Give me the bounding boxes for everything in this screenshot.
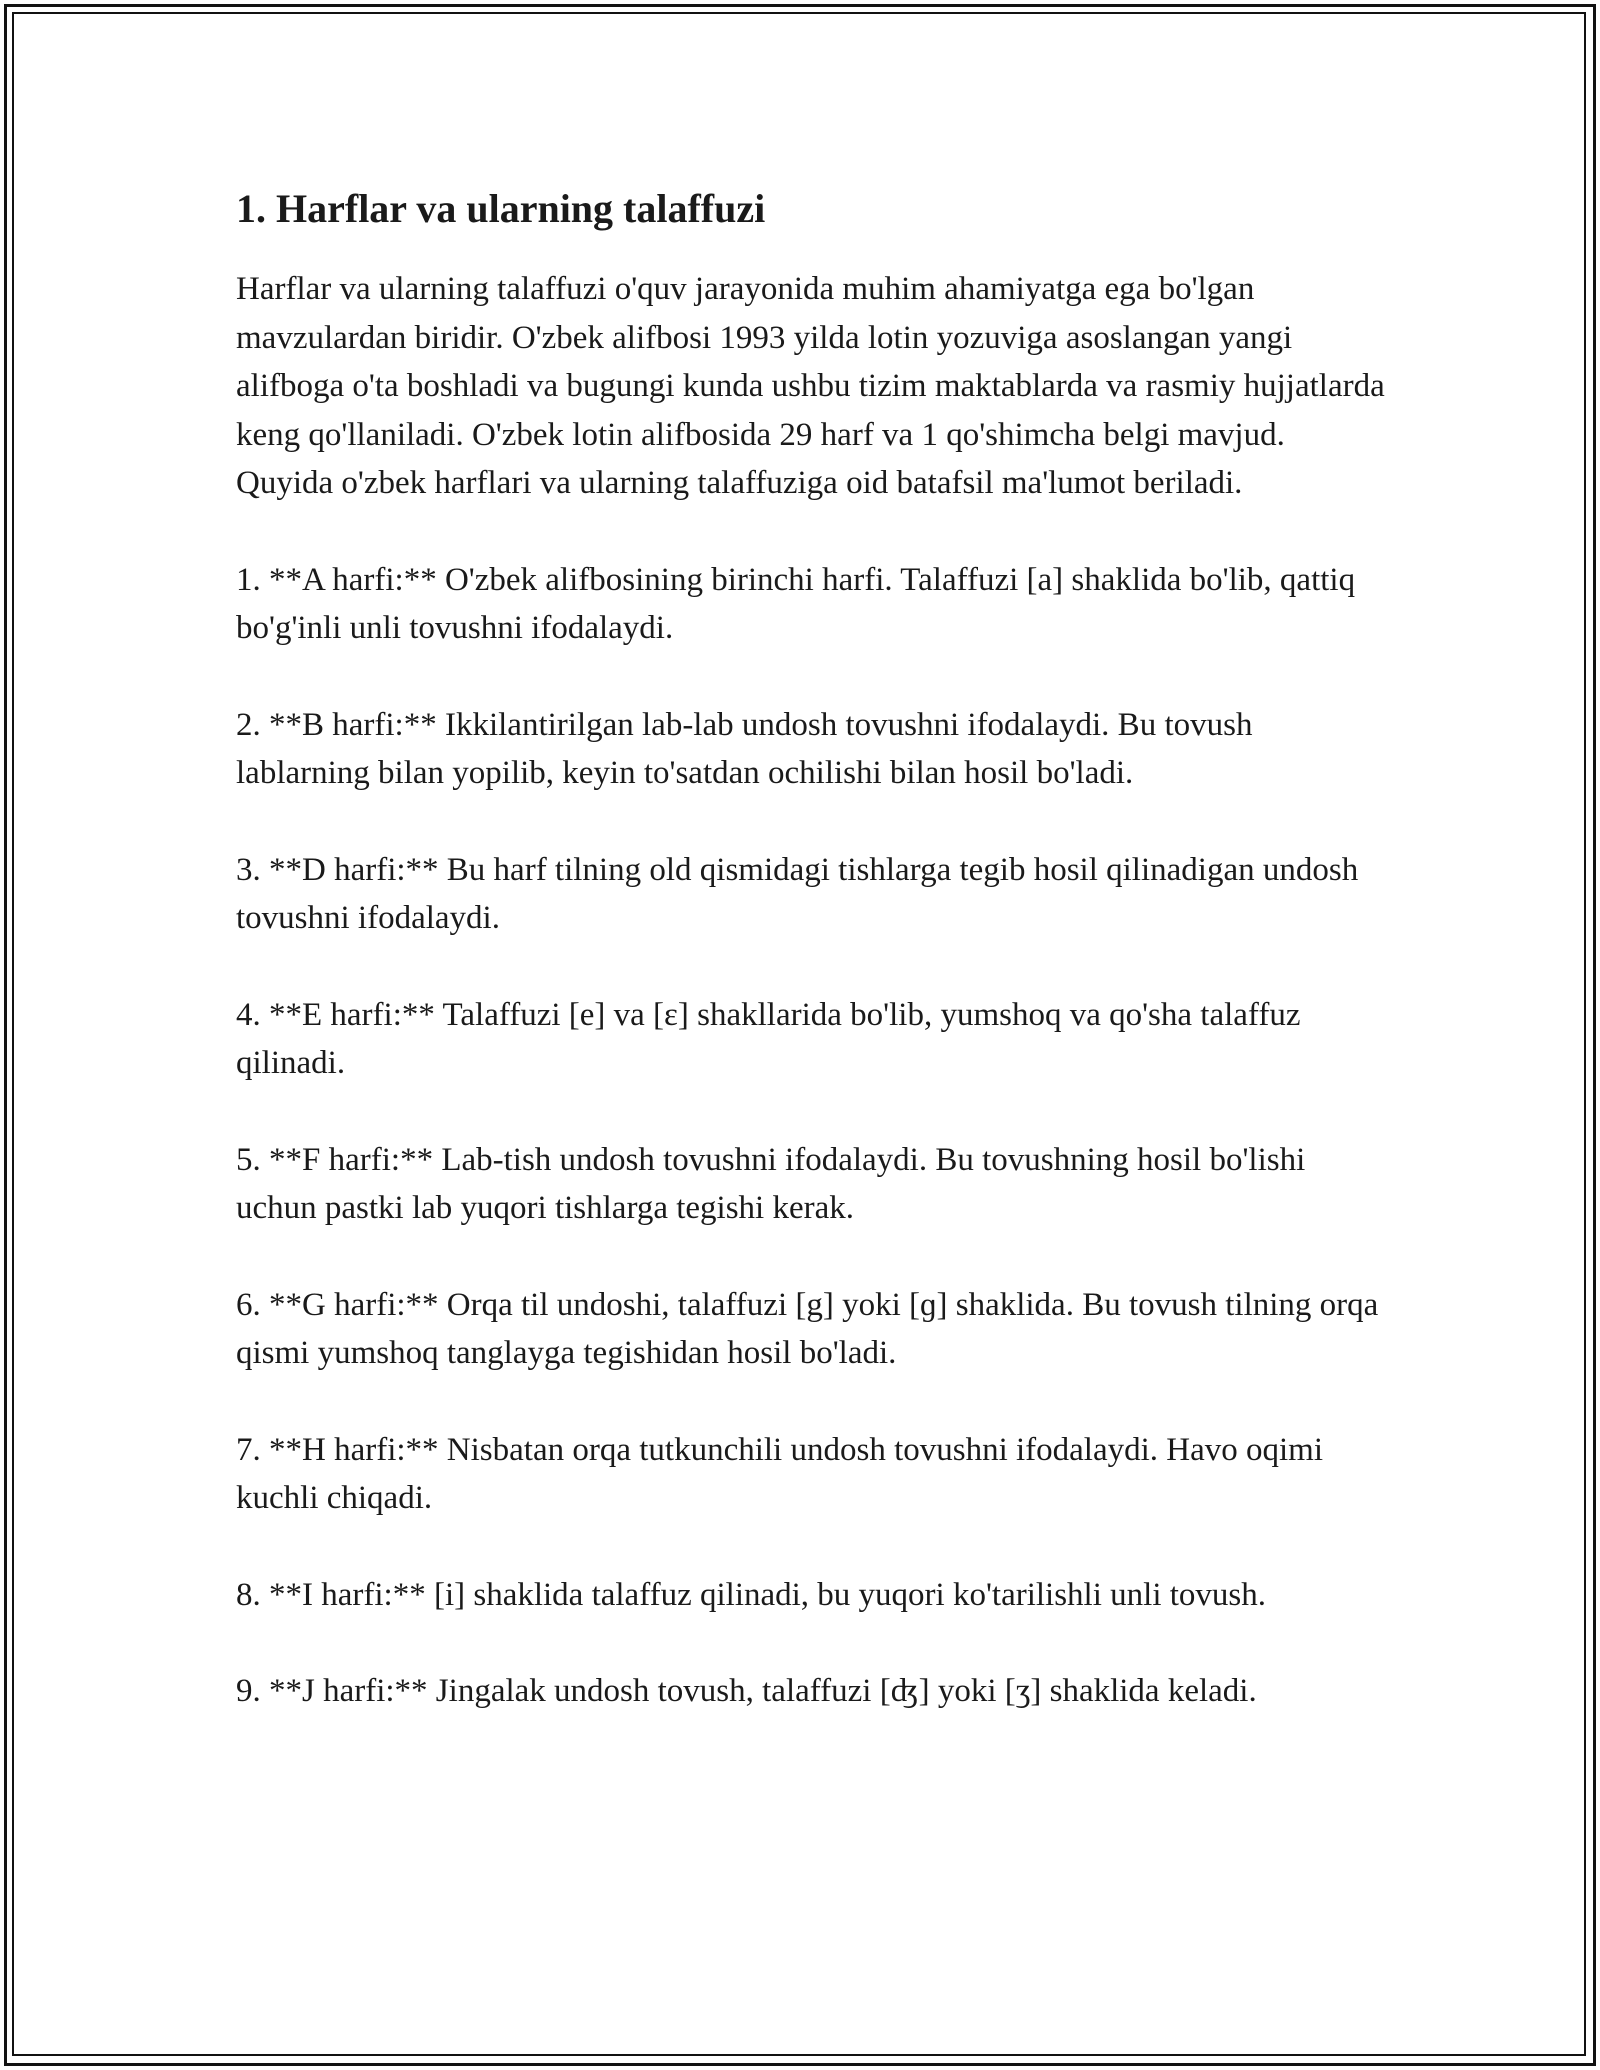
list-item: 9. **J harfi:** Jingalak undosh tovush, talaffuzi [ʤ] yoki [ʒ] shaklida keladi.	[236, 1673, 1257, 1709]
list-item: 8. **I harfi:** [i] shaklida talaffuz qilinadi, bu yuqori ko'tarilishli unli tovush.	[236, 1576, 1266, 1613]
list-item: 5. **F harfi:** Lab-tish undosh tovushni ifodalaydi. Bu tovushning hosil bo'lishi uchun pastki lab yuqori tishlarga tegishi kerak.	[236, 1141, 1306, 1226]
list-item: 1. **A harfi:** O'zbek alifbosining birinchi harfi. Talaffuzi [a] shaklida bo'lib, qattiq bo'g'inli unli tovushni ifodalaydi.	[236, 561, 1356, 646]
list-item: 3. **D harfi:** Bu harf tilning old qismidagi tishlarga tegib hosil qilinadigan undosh tovushni ifodalaydi.	[236, 851, 1359, 936]
list-item: 4. **E harfi:** Talaffuzi [e] va [ɛ] shakllarida bo'lib, yumshoq va qo'sha talaffuz qilinadi.	[236, 996, 1301, 1081]
section-heading: 1. Harflar va ularning talaffuzi	[236, 186, 766, 231]
list-item: 7. **H harfi:** Nisbatan orqa tutkunchili undosh tovushni ifodalaydi. Havo oqimi kuchli chiqadi.	[236, 1431, 1324, 1516]
list-item: 2. **B harfi:** Ikkilantirilgan lab-lab undosh tovushni ifodalaydi. Bu tovush lablarning bilan yopilib, keyin to'satdan ochilishi bilan hosil bo'ladi.	[236, 706, 1253, 791]
intro-paragraph: Harflar va ularning talaffuzi o'quv jarayonida muhim ahamiyatga ega bo'lgan mavzulardan biridir. O'zbek alifbosi 1993 yilda lotin yozuviga asoslangan yangi alifboga o'ta boshladi va bugungi kunda ushbu tizim maktablarda va rasmiy hujjatlarda keng qo'llaniladi. O'zbek lotin alifbosida 29 harf va 1 qo'shimcha belgi mavjud. Quyida o'zbek harflari va ularning talaffuziga oid batafsil ma'lumot beriladi.	[236, 271, 1385, 501]
list-item: 6. **G harfi:** Orqa til undoshi, talaffuzi [g] yoki [ɡ] shaklida. Bu tovush tilning orqa qismi yumshoq tanglayga tegishidan hosil bo'ladi.	[236, 1286, 1379, 1371]
document-body	[236, 185, 1386, 1764]
